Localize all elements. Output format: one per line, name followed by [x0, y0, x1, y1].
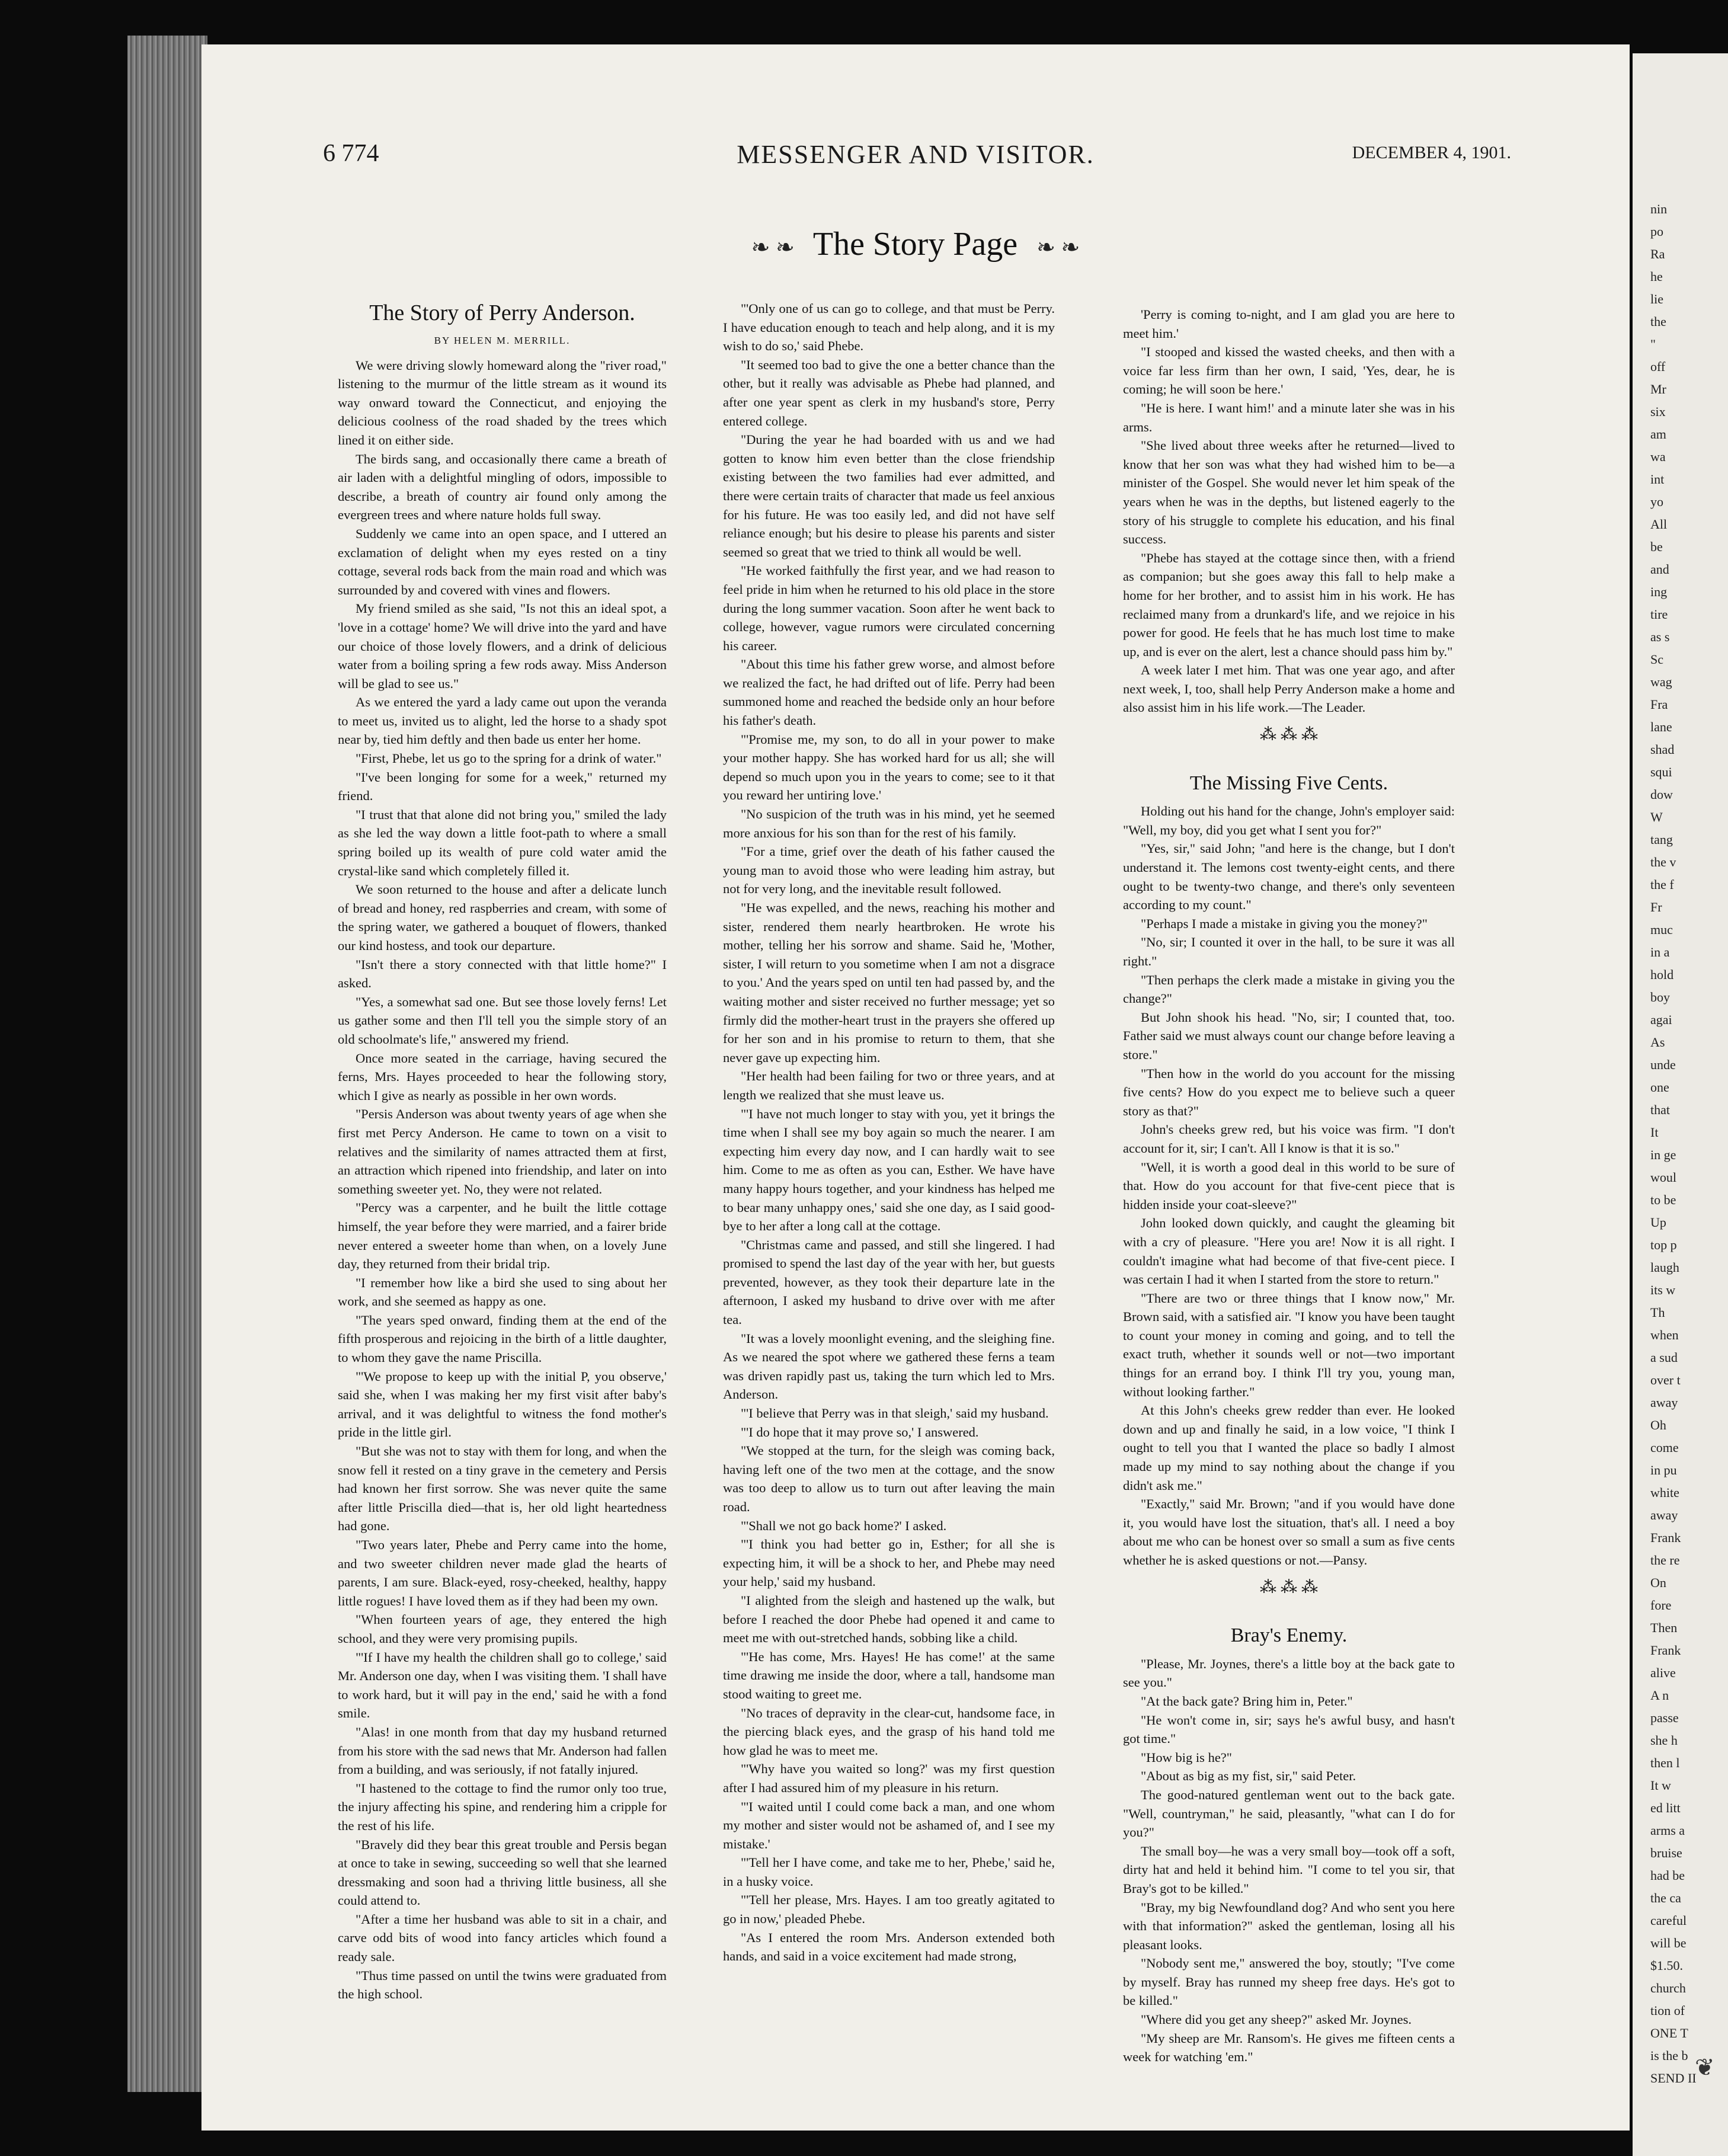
- cut-off-text-fragment: It: [1650, 1125, 1659, 1140]
- byline: BY HELEN M. MERRILL.: [434, 335, 571, 346]
- cut-off-text-fragment: to be: [1650, 1192, 1676, 1207]
- story-body-brays-enemy: [1123, 1655, 1455, 2067]
- paragraph: "'I think you had better go in, Esther; for all she is expecting him, it will be a shock to her, and Phebe may need your help,' said my husband.: [723, 1537, 1055, 1589]
- cut-off-text-fragment: Up: [1650, 1215, 1666, 1230]
- paragraph: "After a time her husband was able to sit in a chair, and carve odd bits of wood into fancy articles which found a ready sale.: [338, 1911, 667, 1965]
- cut-off-text-fragment: alive: [1650, 1665, 1676, 1680]
- paragraph: "Two years later, Phebe and Perry came into the home, and two sweeter children never made glad the hearts of parents, I am sure. Black-eyed, rosy-cheeked, healthy, happy little rogues! I have loved them as if they had been my own.: [338, 1537, 667, 1608]
- cut-off-text-fragment: Then: [1650, 1620, 1678, 1635]
- cut-off-text-fragment: It w: [1650, 1778, 1671, 1793]
- paragraph: "No suspicion of the truth was in his mind, yet he seemed more anxious for his son than for the rest of his family.: [723, 807, 1055, 840]
- paragraph: "Yes, a somewhat sad one. But see those lovely ferns! Let us gather some and then I'll tell you the simple story of an old schoolmate's life," answered my friend.: [338, 994, 667, 1047]
- cut-off-text-fragment: Frank: [1650, 1530, 1681, 1545]
- paragraph: "'Only one of us can go to college, and that must be Perry. I have education enough to teach and help along, and it is my wish to do so,' said Phebe.: [723, 301, 1055, 354]
- paragraph: A week later I met him. That was one year ago, and after next week, I, too, shall help Perry Anderson make a home and also assist him in his life work.—The Leader.: [1123, 663, 1455, 715]
- paragraph: Holding out his hand for the change, John's employer said: "Well, my boy, did you get what I sent you for?": [1123, 804, 1455, 837]
- cut-off-text-fragment: laugh: [1650, 1260, 1679, 1275]
- newspaper-page: [201, 44, 1630, 2131]
- paragraph: "We stopped at the turn, for the sleigh was coming back, having left one of the two men at the cottage, and the snow was too deep to allow us to turn out after leaving the main road.: [723, 1443, 1055, 1514]
- paragraph: "But she was not to stay with them for long, and when the snow fell it rested on a tiny grave in the cemetery and Persis had known her first sorrow. She was never quite the same after little Priscilla died—that is, her old light heartedness had gone.: [338, 1444, 667, 1534]
- paragraph: "'I have not much longer to stay with you, yet it brings the time when I shall see my boy again so much the nearer. I am expecting him every day now, and I can hardly wait to see him. Come to me as often as you can, Esther. We have have many happy hours together, and your kindness has helped me to bear many unhappy ones,' said she one day, as I said good-bye to her after a long call at the cottage.: [723, 1106, 1055, 1234]
- cut-off-text-fragment: in ge: [1650, 1147, 1676, 1162]
- cut-off-text-fragment: tire: [1650, 607, 1668, 622]
- cut-off-text-fragment: away: [1650, 1508, 1678, 1522]
- cut-off-text-fragment: W: [1650, 810, 1663, 824]
- paragraph: "There are two or three things that I know now," Mr. Brown said, with a satisfied air. "I know you have been taught to count your money in coming and going, and to tell the exact truth, whether it sounds well or not—two important things for an errand boy. I think I'll try you, young man, without looking farther.": [1123, 1290, 1455, 1399]
- cut-off-text-fragment: over t: [1650, 1373, 1681, 1387]
- cut-off-text-fragment: the v: [1650, 855, 1676, 869]
- cut-off-text-fragment: Oh: [1650, 1418, 1666, 1432]
- paragraph: "'Tell her I have come, and take me to her, Phebe,' said he, in a husky voice.: [723, 1855, 1055, 1889]
- paragraph: "During the year he had boarded with us and we had gotten to know him even better than the close friendship existing between the two families had ever admitted, and there were certain traits of character that made us feel anxious for his future. He was too easily led, and did not have self reliance enough; but his desire to please his parents and sister seemed so great that we tried to think all would be well.: [723, 432, 1055, 559]
- cut-off-text-fragment: the re: [1650, 1553, 1680, 1568]
- cut-off-text-fragment: six: [1650, 404, 1666, 419]
- cut-off-text-fragment: the: [1650, 314, 1666, 329]
- paragraph: "'Tell her please, Mrs. Hayes. I am too greatly agitated to go in now,' pleaded Phebe.: [723, 1892, 1055, 1927]
- fleuron-ornament-left: ❧ ❧: [751, 235, 795, 260]
- paragraph: "He is here. I want him!' and a minute later she was in his arms.: [1123, 400, 1455, 434]
- paragraph: John's cheeks grew red, but his voice was firm. "I don't account for it, sir; I can't. All I know is that it is so.": [1123, 1122, 1455, 1156]
- paragraph: "No traces of depravity in the clear-cut, handsome face, in the piercing black eyes, and the grasp of his hand told me how glad he was to meet me.: [723, 1705, 1055, 1758]
- paragraph: "When fourteen years of age, they entered the high school, and they were very promising pupils.: [338, 1612, 667, 1646]
- cut-off-text-fragment: one: [1650, 1080, 1669, 1095]
- story-body-missing-five-cents: [1123, 802, 1455, 1569]
- paragraph: Once more seated in the carriage, having secured the ferns, Mrs. Hayes proceeded to hear the following story, which I give as nearly as possible in her own words.: [338, 1050, 667, 1103]
- paragraph: "It seemed too bad to give the one a better chance than the other, but it really was advisable as Phebe had planned, and after one year spent as clerk in my husband's store, Perry entered college.: [723, 357, 1055, 428]
- paragraph: "I've been longing for some for a week," returned my friend.: [338, 769, 667, 804]
- cut-off-text-fragment: the ca: [1650, 1891, 1681, 1905]
- cut-off-text-fragment: bruise: [1650, 1845, 1682, 1860]
- paragraph: "I alighted from the sleigh and hastened up the walk, but before I reached the door Phebe had opened it and came to meet me with out-stretched hands, sobbing like a child.: [723, 1592, 1055, 1646]
- cut-off-text-fragment: top p: [1650, 1237, 1677, 1252]
- cut-off-text-fragment: muc: [1650, 922, 1673, 937]
- cut-off-text-fragment: A n: [1650, 1688, 1669, 1703]
- paragraph: "'He has come, Mrs. Hayes! He has come!' at the same time drawing me inside the door, where a tall, handsome man stood waiting to greet me.: [723, 1649, 1055, 1701]
- paragraph: "Christmas came and passed, and still she lingered. I had promised to spend the last day of the year with her, but guests prevented, however, as they took their departure late in the afternoon, I asked my husband to drive over with me after tea.: [723, 1237, 1055, 1327]
- cut-off-text-fragment: careful: [1650, 1913, 1687, 1928]
- paragraph: As we entered the yard a lady came out upon the veranda to meet us, invited us to alight, led the horse to a shady spot near by, tied him deftly and then bade us enter her home.: [338, 695, 667, 747]
- paragraph: "'If I have my health the children shall go to college,' said Mr. Anderson one day, when I was visiting them. 'I shall have to work hard, but it will pay in the end,' said he with a fond smile.: [338, 1649, 667, 1721]
- story-title-brays-enemy: Bray's Enemy.: [1230, 1624, 1348, 1647]
- cut-off-text-fragment: its w: [1650, 1282, 1676, 1297]
- paragraph: But John shook his head. "No, sir; I counted that, too. Father said we must always count our change before leaving a store.": [1123, 1009, 1455, 1062]
- cut-off-text-fragment: wa: [1650, 449, 1666, 464]
- paragraph: "Bravely did they bear this great trouble and Persis began at once to take in sewing, succeeding so well that she learned dressmaking and soon had a thriving little business, all she could attend to.: [338, 1837, 667, 1908]
- paragraph: "'Why have you waited so long?' was my first question after I had assured him of my pleasure in his return.: [723, 1761, 1055, 1795]
- paragraph: "I hastened to the cottage to find the rumor only too true, the injury affecting his spine, and rendering him a cripple for the rest of his life.: [338, 1780, 667, 1833]
- publication-title: MESSENGER AND VISITOR.: [737, 140, 1095, 169]
- paragraph: The good-natured gentleman went out to the back gate. "Well, countryman," he said, pleasantly, "what can I do for you?": [1123, 1787, 1455, 1840]
- paragraph: "The years sped onward, finding them at the end of the fifth prosperous and rejoicing in the birth of a little daughter, to whom they gave the name Priscilla.: [338, 1312, 667, 1365]
- paragraph: "First, Phebe, let us go to the spring for a drink of water.": [356, 751, 662, 766]
- fleuron-ornament-right: ❧ ❧: [1036, 235, 1080, 260]
- cut-off-text-fragment: passe: [1650, 1710, 1679, 1725]
- paragraph: Suddenly we came into an open space, and I uttered an exclamation of delight when my eyes rested on a tiny cottage, several rods back from the main road and which was surrounded by and covered with vines and flowers.: [338, 526, 667, 597]
- paragraph: "Isn't there a story connected with that little home?" I asked.: [338, 957, 667, 991]
- cut-off-text-fragment: On: [1650, 1575, 1666, 1590]
- paragraph: "Bray, my big Newfoundland dog? And who sent you here with that information?" asked the gentleman, losing all his pleasant looks.: [1123, 1899, 1455, 1952]
- cut-off-text-fragment: had be: [1650, 1868, 1685, 1883]
- cut-off-text-fragment: unde: [1650, 1057, 1676, 1072]
- adjacent-page-fragment: [1633, 53, 1728, 2156]
- cut-off-text-fragment: in a: [1650, 945, 1670, 959]
- paragraph: "How big is he?": [1141, 1749, 1232, 1765]
- cut-off-text-fragment: As: [1650, 1035, 1665, 1050]
- flower-ornament: ❦: [1695, 2054, 1715, 2081]
- cut-off-text-fragment: agai: [1650, 1012, 1672, 1027]
- cut-off-text-fragment: ed litt: [1650, 1800, 1681, 1815]
- paragraph: "Then perhaps the clerk made a mistake in giving you the change?": [1123, 972, 1455, 1006]
- paragraph: "'We propose to keep up with the initial P, you observe,' said she, when I was making her my first visit after baby's arrival, and it was delightful to witness the fond mother's pride in the little girl.: [338, 1368, 667, 1440]
- paragraph: "Perhaps I made a mistake in giving you the money?": [1141, 916, 1428, 931]
- cut-off-text-fragment: lie: [1650, 292, 1663, 306]
- paragraph: "Alas! in one month from that day my husband returned from his store with the sad news that Mr. Anderson had fallen from a building, and was seriously, if not fatally injured.: [338, 1724, 667, 1777]
- cut-off-text-fragment: then l: [1650, 1755, 1680, 1770]
- paragraph: John looked down quickly, and caught the gleaming bit with a cry of pleasure. "Here you are! Now it is all right. I couldn't imagine what had become of that five-cent piece. I was certain I had it when I started from the store to return.": [1123, 1215, 1455, 1287]
- cut-off-text-fragment: $1.50.: [1650, 1958, 1683, 1973]
- paragraph: At this John's cheeks grew redder than ever. He looked down and up and finally he said, in a low voice, "I think I ought to tell you that I wanted the place so badly I almost made up my mind to say nothing about the change if you didn't ask me.": [1123, 1403, 1455, 1493]
- cut-off-text-fragment: All: [1650, 517, 1668, 532]
- paragraph: "Persis Anderson was about twenty years of age when she first met Percy Anderson. He came to town on a visit to relatives and the similarity of names attracted them at first, an attraction which ripened into friendship, and later on into something sweeter yet. No, they were not related.: [338, 1106, 667, 1197]
- story-body-perry-anderson-end: [1123, 305, 1455, 717]
- cut-off-text-fragment: as s: [1650, 629, 1670, 644]
- cut-off-text-fragment: shad: [1650, 742, 1675, 757]
- paragraph: "He worked faithfully the first year, and we had reason to feel pride in him when he returned to his old place in the store during the long summer vacation. Soon after he went back to college, however, vague rumors were circulated concerning his career.: [723, 563, 1055, 653]
- section-banner: [201, 225, 1630, 263]
- paragraph: "No, sir; I counted it over in the hall, to be sure it was all right.": [1123, 935, 1455, 968]
- section-title: The Story Page: [812, 226, 1018, 263]
- cut-off-text-fragment: the f: [1650, 877, 1674, 892]
- cut-off-text-fragment: white: [1650, 1485, 1679, 1500]
- cut-off-text-fragment: tion of: [1650, 2003, 1685, 2018]
- cut-off-text-fragment: hold: [1650, 967, 1674, 982]
- cut-off-text-fragment: she h: [1650, 1733, 1678, 1748]
- cut-off-text-fragment: is the b: [1650, 2048, 1688, 2063]
- paragraph: "As I entered the room Mrs. Anderson extended both hands, and said in a voice excitement had made strong,: [723, 1930, 1055, 1964]
- paragraph: "Well, it is worth a good deal in this world to be sure of that. How do you account for that five-cent piece that is hidden inside your coat-sleeve?": [1123, 1159, 1455, 1212]
- cut-off-text-fragment: squi: [1650, 764, 1672, 779]
- cut-off-text-fragment: ": [1650, 337, 1656, 351]
- cut-off-text-fragment: yo: [1650, 494, 1663, 509]
- cut-off-text-fragment: lane: [1650, 719, 1672, 734]
- cut-off-text-fragment: when: [1650, 1327, 1679, 1342]
- cut-off-text-fragment: nin: [1650, 201, 1668, 216]
- paragraph: "'I do hope that it may prove so,' I answered.: [741, 1424, 979, 1440]
- paragraph: "Phebe has stayed at the cottage since then, with a friend as companion; but she goes away this fall to help make a home for her brother, and to assist him in his work. He has reclaimed many from a drunkard's life, and we rejoice in his power for good. He feels that he has much lost time to make up, and is ever on the alert, lest a chance should pass him by.": [1123, 550, 1455, 659]
- paragraph: The small boy—he was a very small boy—took off a soft, dirty hat and held it behind him. "I come to tel you sir, that Bray's got to be killed.": [1123, 1843, 1455, 1896]
- section-divider-stars: ⁂ ⁂ ⁂: [1260, 1578, 1318, 1597]
- section-divider-stars: ⁂ ⁂ ⁂: [1260, 725, 1318, 744]
- cut-off-text-fragment: will be: [1650, 1936, 1687, 1950]
- cut-off-text-fragment: that: [1650, 1102, 1670, 1117]
- paragraph: "Please, Mr. Joynes, there's a little boy at the back gate to see you.": [1123, 1656, 1455, 1690]
- paragraph: "I remember how like a bird she used to sing about her work, and she seemed as happy as one.: [338, 1275, 667, 1309]
- column-3: [1123, 305, 1455, 2067]
- cut-off-text-fragment: ONE T: [1650, 2026, 1688, 2040]
- paragraph: "Her health had been failing for two or three years, and at length we realized that she must leave us.: [723, 1069, 1055, 1102]
- cut-off-text-fragment: Th: [1650, 1305, 1665, 1320]
- cut-off-text-fragment: am: [1650, 427, 1666, 442]
- paragraph: We soon returned to the house and after a delicate lunch of bread and honey, red raspberries and cream, with some of the spring water, we gathered a bouquet of flowers, thanked our kind hostess, and took our departure.: [338, 882, 667, 953]
- cut-off-text-fragment: be: [1650, 539, 1663, 554]
- cut-off-text-fragment: a sud: [1650, 1350, 1678, 1365]
- issue-date: DECEMBER 4, 1901.: [1352, 143, 1511, 162]
- cut-off-text-fragment: Sc: [1650, 652, 1663, 667]
- book-page-edges: [127, 36, 207, 2092]
- cut-off-text-fragment: wag: [1650, 674, 1672, 689]
- cut-off-text-fragment: come: [1650, 1440, 1679, 1455]
- cut-off-text-fragment: Mr: [1650, 382, 1666, 396]
- paragraph: "'I waited until I could come back a man, and one whom my mother and sister would not be ashamed of, and I see my mistake.': [723, 1799, 1055, 1851]
- cut-off-text-fragment: Ra: [1650, 247, 1665, 261]
- paragraph: 'Perry is coming to-night, and I am glad you are here to meet him.': [1123, 307, 1455, 341]
- cut-off-text-fragment: fore: [1650, 1598, 1672, 1613]
- paragraph: The birds sang, and occasionally there came a breath of air laden with a delightful mingling of odors, impossible to describe, a breath of country air found only among the evergreen trees and where nature holds full sway.: [338, 451, 667, 523]
- paragraph: We were driving slowly homeward along the "river road," listening to the murmur of the little stream as it wound its way onward toward the Connecticut, and enjoying the delicious coolness of the road shaded by the trees which lined it on either side.: [338, 357, 667, 447]
- story-title-perry-anderson: The Story of Perry Anderson.: [369, 300, 635, 325]
- paragraph: "She lived about three weeks after he returned—lived to know that her son was what they had wished him to be—a minister of the Gospel. She would never let him speak of the years when he was in the depths, but listened eagerly to the story of his struggle to complete his education, and his final success.: [1123, 438, 1455, 547]
- paragraph: "Thus time passed on until the twins were graduated from the high school.: [338, 1968, 667, 2002]
- paragraph: "At the back gate? Bring him in, Peter.": [1141, 1693, 1353, 1709]
- paragraph: My friend smiled as she said, "Is not this an ideal spot, a 'love in a cottage' home? We will drive into the yard and have our choice of those lovely flowers, and a drink of delicious water from a boiling spring a few rods away. Miss Anderson will be glad to see us.": [338, 601, 667, 691]
- cut-off-text-fragment: off: [1650, 359, 1666, 374]
- cut-off-text-fragment: Frank: [1650, 1643, 1681, 1658]
- cut-off-text-fragment: arms a: [1650, 1823, 1685, 1838]
- cut-off-text-fragment: woul: [1650, 1170, 1676, 1185]
- cut-off-text-fragment: Fra: [1650, 697, 1668, 712]
- column-2: [723, 299, 1055, 1966]
- story-body-perry-anderson: [338, 356, 667, 2004]
- page-number: 6 774: [323, 140, 379, 167]
- paragraph: "About as big as my fist, sir," said Peter.: [1141, 1768, 1356, 1784]
- paragraph: "I stooped and kissed the wasted cheeks, and then with a voice far less firm than her own, I said, 'Yes, dear, he is coming; he will soon be here.': [1123, 344, 1455, 397]
- cut-off-text-fragment: tang: [1650, 832, 1673, 847]
- cut-off-text-fragment: church: [1650, 1981, 1686, 1995]
- paragraph: "He won't come in, sir; says he's awful busy, and hasn't got time.": [1123, 1712, 1455, 1746]
- paragraph: "'Promise me, my son, to do all in your power to make your mother happy. She has worked hard for us all; she will depend so much upon you in the years to come; see to it that you reward her untiring love.': [723, 731, 1055, 803]
- cut-off-text-fragment: boy: [1650, 990, 1670, 1005]
- story-body-perry-anderson-continued: [723, 299, 1055, 1966]
- paragraph: "Nobody sent me," answered the boy, stoutly; "I've come by myself. Bray has runned my sheep free days. He's got to be killed.": [1123, 1956, 1455, 2008]
- paragraph: "'I believe that Perry was in that sleigh,' said my husband.: [741, 1406, 1049, 1421]
- cut-off-text-fragment: Fr: [1650, 900, 1662, 914]
- paragraph: "Then how in the world do you account for the missing five cents? How do you expect me to believe such a queer story as that?": [1123, 1066, 1455, 1118]
- paragraph: "'Shall we not go back home?' I asked.: [741, 1518, 947, 1533]
- cut-off-text-fragment: he: [1650, 269, 1663, 284]
- cut-off-text-fragment: and: [1650, 562, 1669, 577]
- cut-off-text-fragment: ing: [1650, 584, 1668, 599]
- cut-off-text-fragment: dow: [1650, 787, 1673, 802]
- paragraph: "I trust that that alone did not bring you," smiled the lady as she led the way down a little foot-path to where a small spring boiled up its wealth of pure cold water amid the crystal-like sand which completely filled it.: [338, 807, 667, 878]
- cut-off-text-fragment: SEND II: [1650, 2071, 1697, 2085]
- paragraph: "Where did you get any sheep?" asked Mr. Joynes.: [1141, 2012, 1412, 2027]
- column-1: [338, 299, 667, 2004]
- paragraph: "He was expelled, and the news, reaching his mother and sister, rendered them nearly heartbroken. He wrote his mother, telling her his sorrow and shame. Said he, 'Mother, sister, I will return to you sometime when I am not a disgrace to you.' And the years sped on until ten had passed by, and the waiting mother and sister received no further message; yet so firmly did the mother-heart trust in the prayers she offered up for her son and in his promise to return to them, that she never gave up expecting him.: [723, 900, 1055, 1065]
- running-header: [201, 139, 1630, 175]
- paragraph: "Percy was a carpenter, and he built the little cottage himself, the year before they were married, and a fairer bride never entered a sweeter home than when, on a lovely June day, they returned from their bridal trip.: [338, 1200, 667, 1272]
- paragraph: "For a time, grief over the death of his father caused the young man to avoid those who were leading him astray, but not for very long, and the inevitable result followed.: [723, 844, 1055, 897]
- cut-off-text-fragment: away: [1650, 1395, 1678, 1410]
- paragraph: "Yes, sir," said John; "and here is the change, but I don't understand it. The lemons cost twenty-eight cents, and there ought to be twenty-two change, and there's only seventeen according to my count.": [1123, 841, 1455, 913]
- paragraph: "About this time his father grew worse, and almost before we realized the fact, he had drifted out of life. Perry had been summoned home and reached the bedside only an hour before his father's death.: [723, 657, 1055, 728]
- paragraph: "It was a lovely moonlight evening, and the sleighing fine. As we neared the spot where we gathered these ferns a team was driven rapidly past us, taking the turn which led to Mrs. Anderson.: [723, 1330, 1055, 1402]
- cut-off-text-fragment: po: [1650, 224, 1663, 239]
- cut-off-text-fragment: int: [1650, 472, 1665, 487]
- paragraph: "My sheep are Mr. Ransom's. He gives me fifteen cents a week for watching 'em.": [1123, 2030, 1455, 2065]
- paragraph: "Exactly," said Mr. Brown; "and if you would have done it, you would have lost the situation, that's all. I need a boy about me who can be honest over so small a sum as five cents whether he is asked questions or not.—Pansy.: [1123, 1496, 1455, 1568]
- cut-off-text-fragment: in pu: [1650, 1463, 1677, 1477]
- story-title-missing-five-cents: The Missing Five Cents.: [1189, 772, 1388, 794]
